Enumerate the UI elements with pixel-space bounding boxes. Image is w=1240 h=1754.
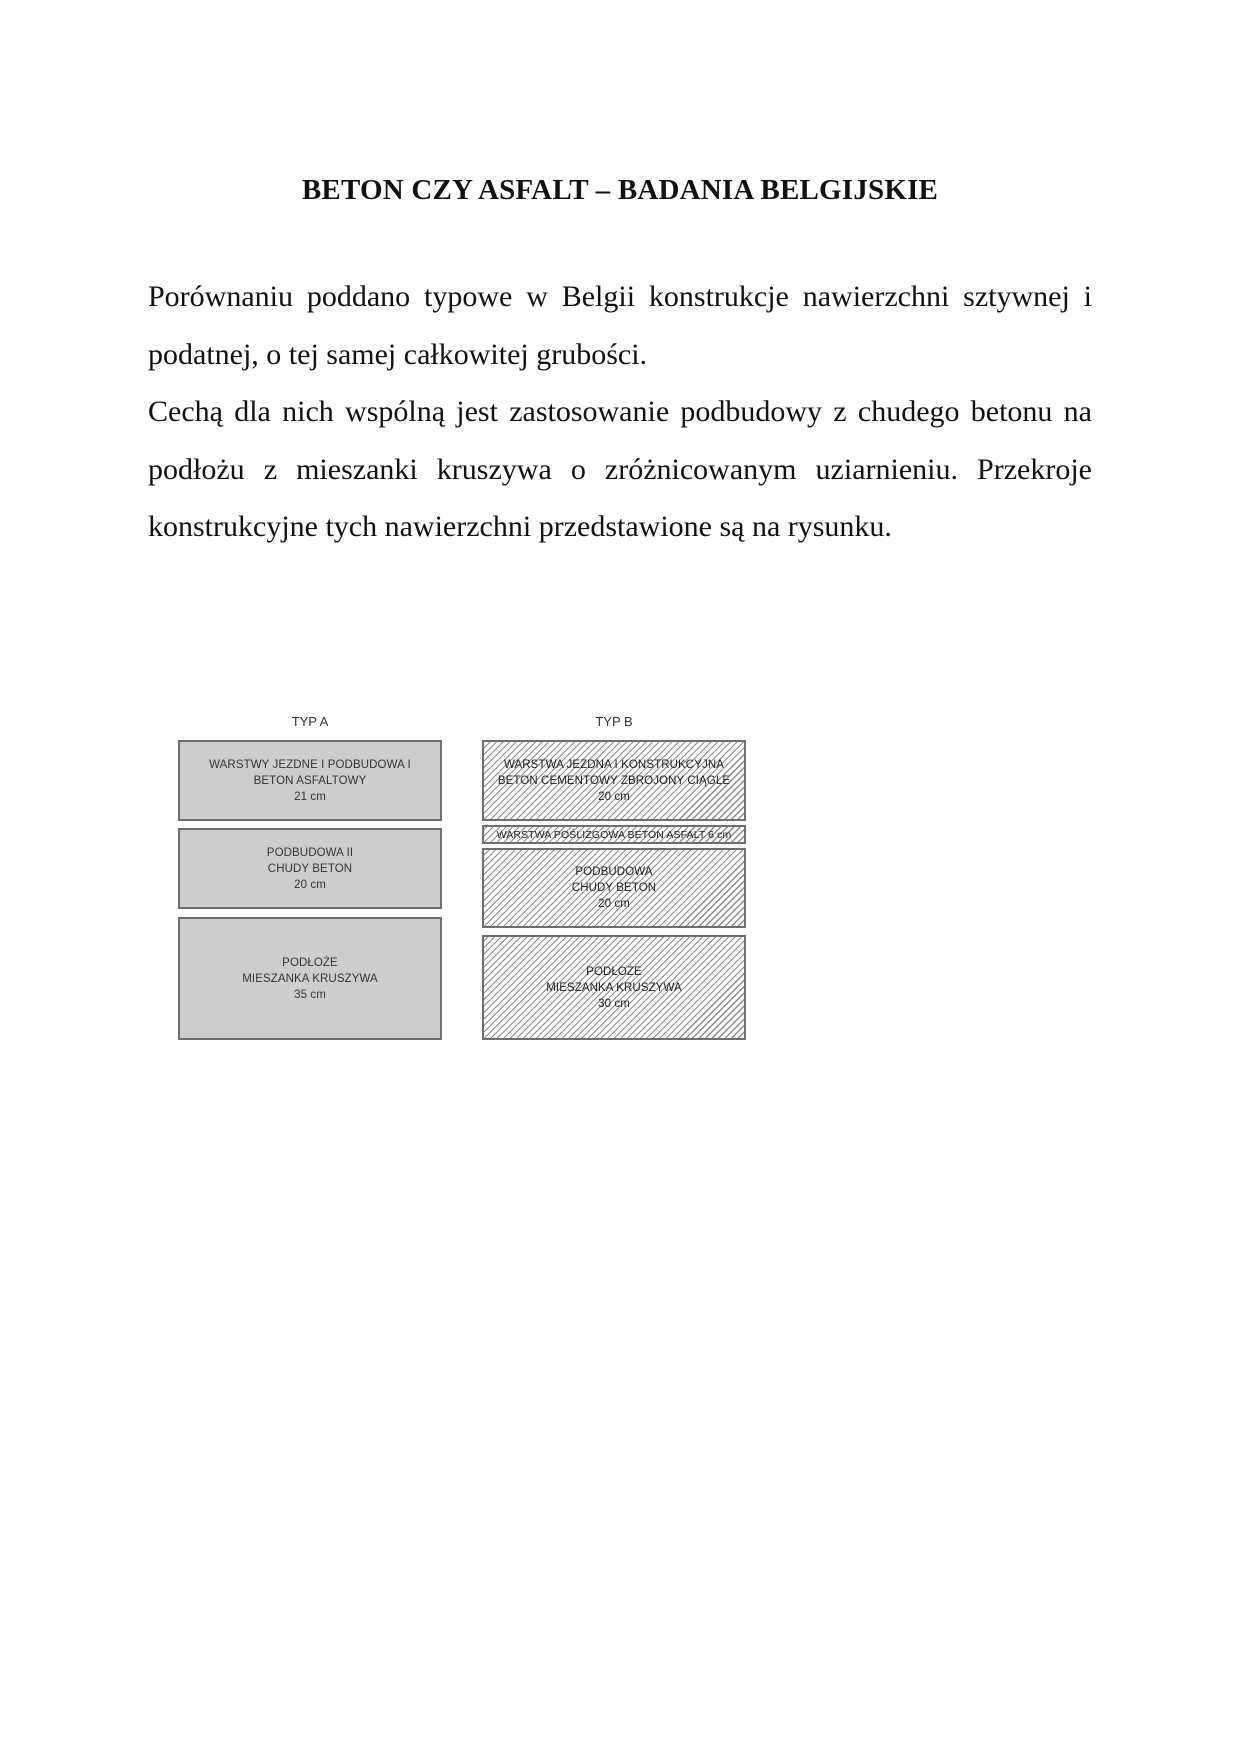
layer-label: PODBUDOWA CHUDY BETON 20 cm [571, 866, 657, 910]
paragraph-common-features: Cechą dla nich wspólną jest zastosowanie podbudowy z chudego betonu na podłożu z mieszanki kruszywa o zróżnicowanym uziarnieniu. Przekroje konstrukcyjne tych nawierzchni przedstawione są na rysunku. [148, 395, 1092, 543]
type-a-layer-lean-concrete [178, 828, 442, 909]
page-title: BETON CZY ASFALT – BADANIA BELGIJSKIE [301, 174, 939, 207]
paragraph-comparison: Porównaniu poddano typowe w Belgii konstrukcje nawierzchni sztywnej i podatnej, o tej samej całkowitej grubości. [148, 280, 1092, 371]
layer-label: PODBUDOWA II CHUDY BETON 20 cm [266, 846, 354, 891]
pavement-cross-sections-figure [178, 714, 756, 1044]
layer-label: WARSTWY JEZDNE I PODBUDOWA I BETON ASFALTOWY 21 cm [209, 758, 411, 803]
body-text [148, 268, 1092, 556]
layer-label: WARSTWA POŚLIZGOWA BETON ASFALT 6 cm [496, 828, 732, 841]
layer-label: PODŁOŻE MIESZANKA KRUSZYWA 30 cm [546, 965, 682, 1010]
type-b-layer-reinforced-concrete [482, 740, 746, 821]
type-b-layer-lean-concrete [482, 848, 746, 928]
type-b-layer-subgrade [482, 935, 746, 1040]
layer-label: PODŁOŻE MIESZANKA KRUSZYWA 35 cm [242, 956, 378, 1001]
type-a-layer-surface-asphalt [178, 740, 442, 821]
type-a-layer-subgrade [178, 917, 442, 1040]
type-b-layer-asphalt-slip [482, 825, 746, 844]
type-b-title: TYP B [595, 714, 633, 729]
layer-label: WARSTWA JEZDNA I KONSTRUKCYJNA BETON CEMENTOWY ZBROJONY CIĄGLE 20 cm [497, 758, 731, 803]
type-a-title: TYP A [291, 714, 329, 729]
